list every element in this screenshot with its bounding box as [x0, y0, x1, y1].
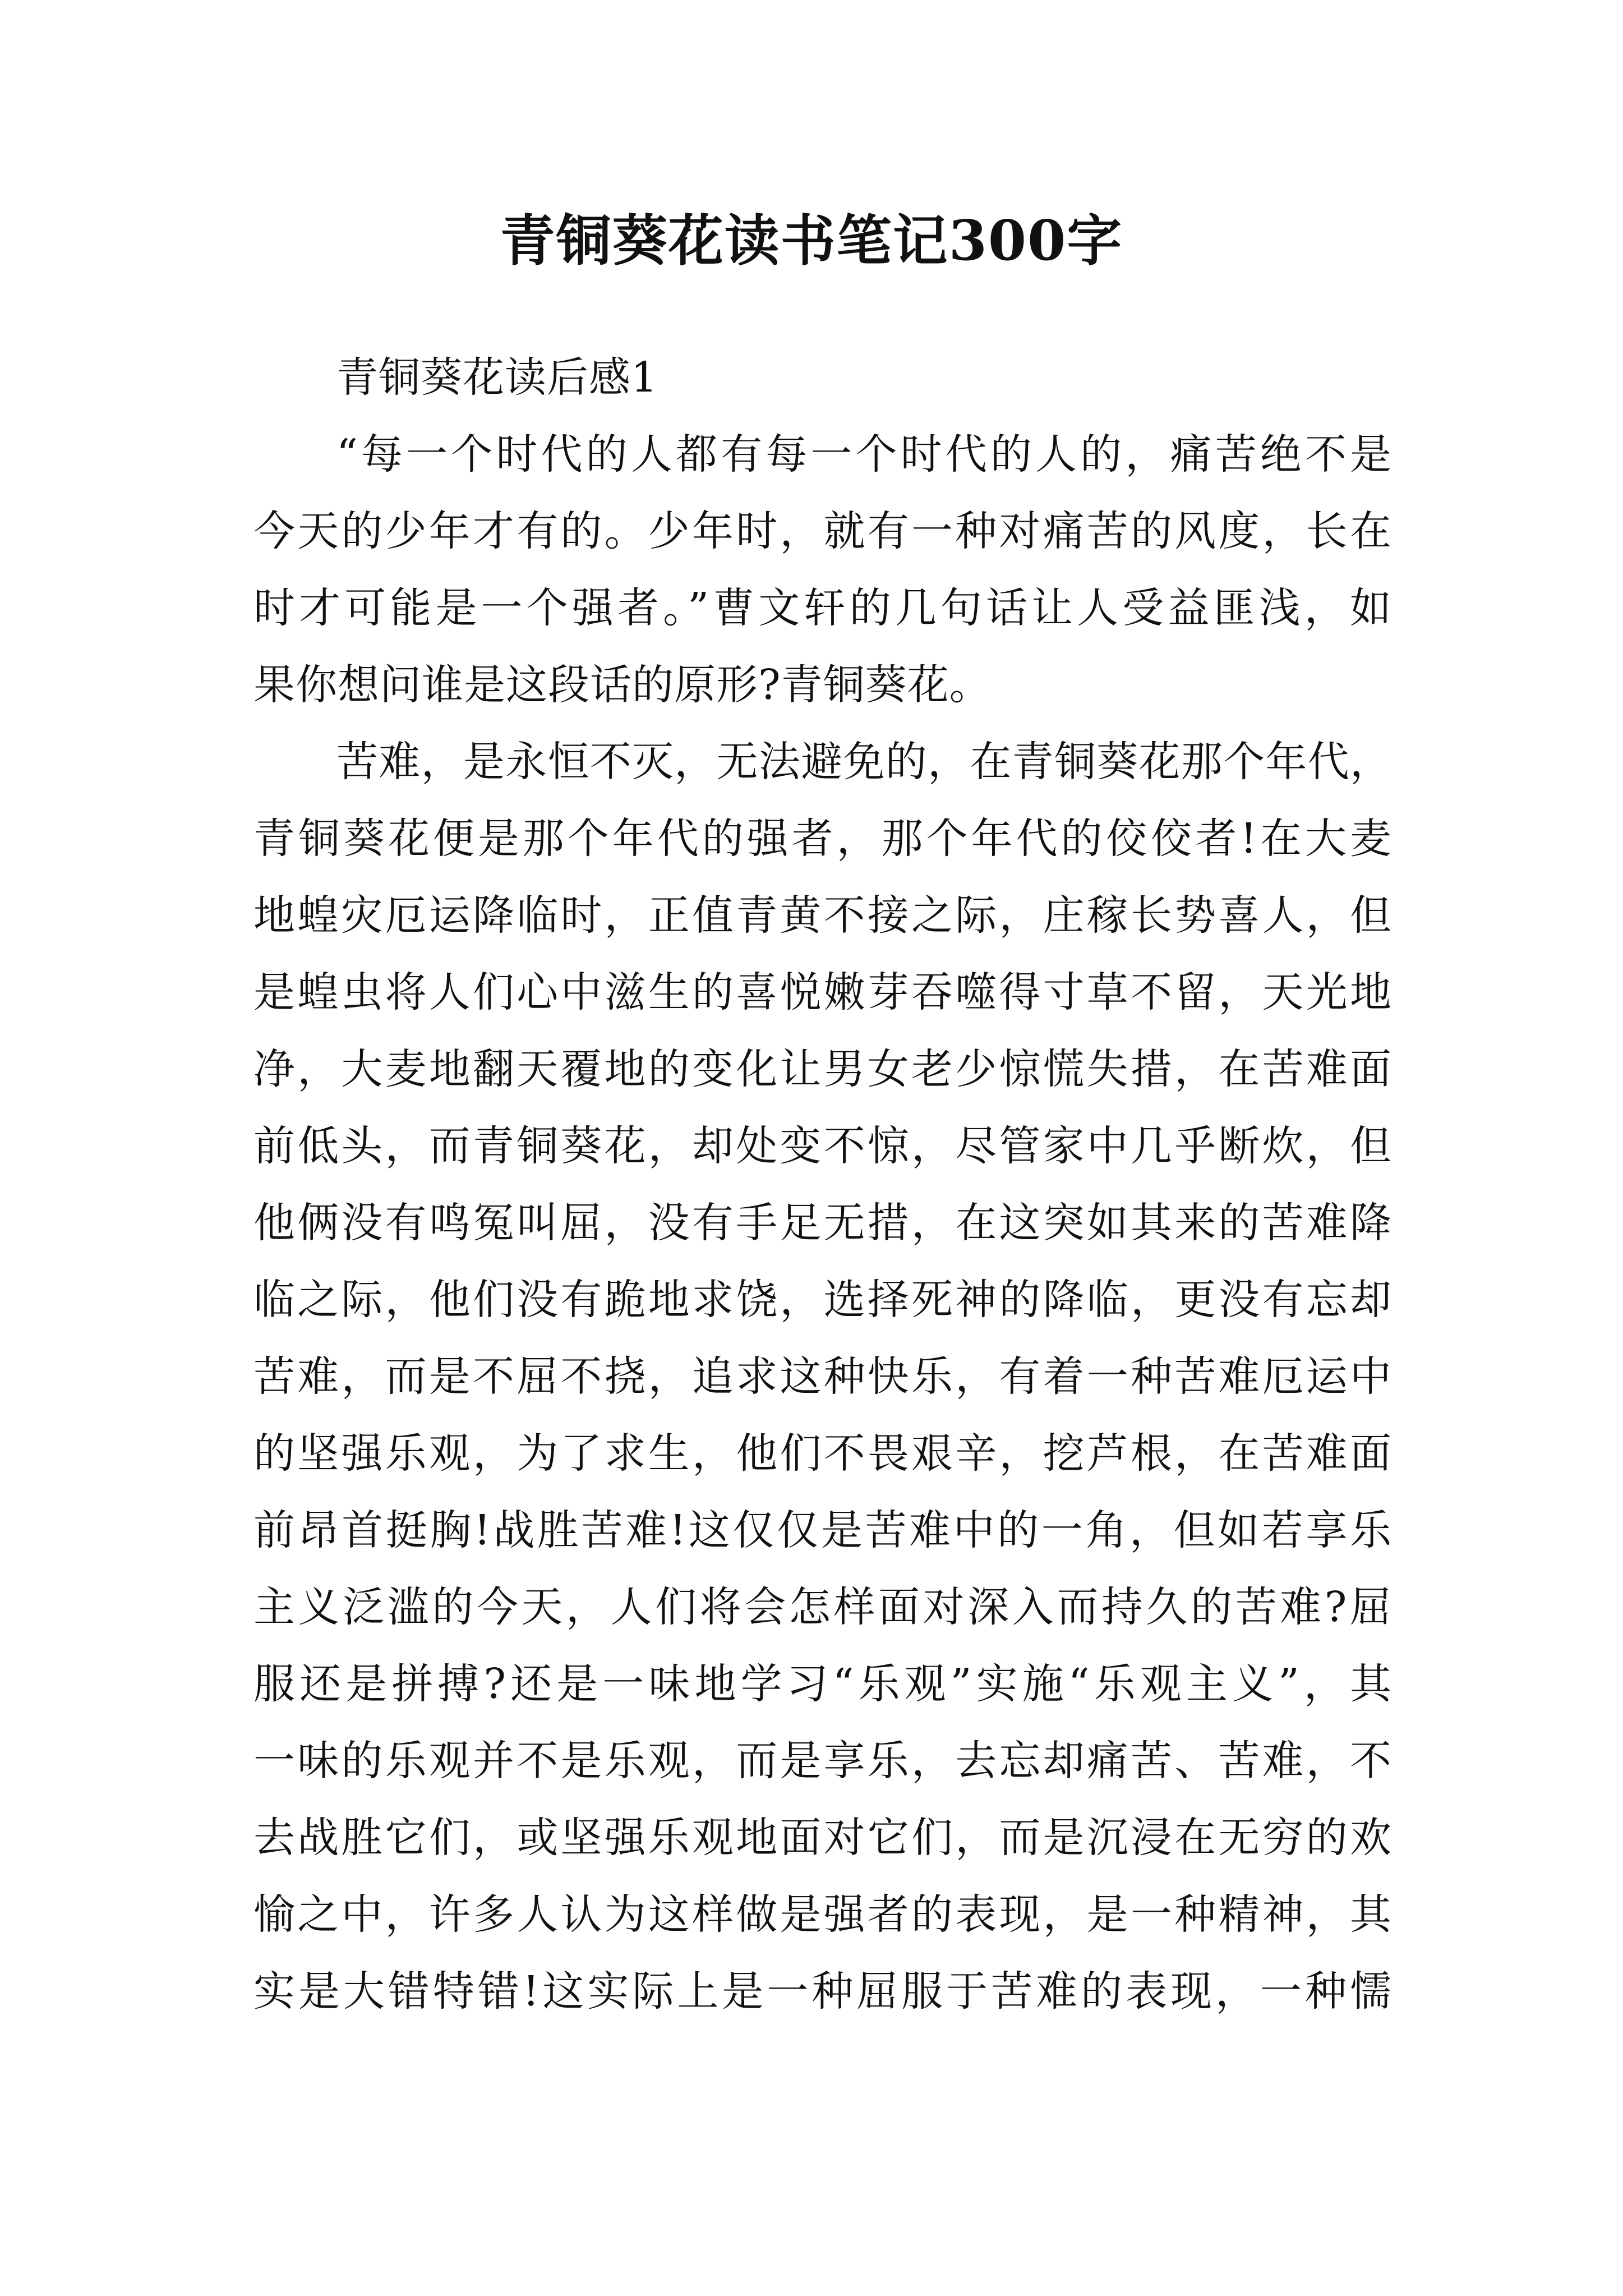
paragraph-line: “每一个时代的人都有每一个时代的人的，痛苦绝不是: [336, 430, 1392, 478]
paragraph-line: 净，大麦地翻天覆地的变化让男女老少惊慌失措，在苦难面: [253, 1045, 1392, 1093]
paragraph-line: 愉之中，许多人认为这样做是强者的表现，是一种精神，其: [253, 1890, 1392, 1939]
paragraph-line: 地蝗灾厄运降临时，正值青黄不接之际，庄稼长势喜人，但: [253, 891, 1392, 940]
paragraph-line: 的坚强乐观，为了求生，他们不畏艰辛，挖芦根，在苦难面: [253, 1429, 1392, 1478]
paragraph-1: [253, 416, 1392, 724]
paragraph-line: 时才可能是一个强者。”曹文轩的几句话让人受益匪浅，如: [253, 584, 1392, 632]
paragraph-line: 实是大错特错!这实际上是一种屈服于苦难的表现，一种懦: [253, 1967, 1392, 2016]
paragraph-line: 青铜葵花便是那个年代的强者，那个年代的佼佼者!在大麦: [253, 815, 1392, 863]
paragraph-line: 前昂首挺胸!战胜苦难!这仅仅是苦难中的一角，但如若享乐: [253, 1506, 1392, 1554]
paragraph-line: 前低头，而青铜葵花，却处变不惊，尽管家中几乎断炊，但: [253, 1122, 1392, 1170]
paragraph-line: 去战胜它们，或坚强乐观地面对它们，而是沉浸在无穷的欢: [253, 1814, 1392, 1862]
paragraph-line: 主义泛滥的今天，人们将会怎样面对深入而持久的苦难?屈: [253, 1583, 1392, 1631]
paragraph-line: 今天的少年才有的。少年时，就有一种对痛苦的风度，长在: [253, 507, 1392, 555]
document-title: 青铜葵花读书笔记300字: [500, 209, 1123, 273]
paragraph-line: 果你想问谁是这段话的原形?青铜葵花。: [253, 661, 992, 709]
paragraph-line: 他俩没有鸣冤叫屈，没有手足无措，在这突如其来的苦难降: [253, 1199, 1392, 1247]
paragraph-2: [253, 724, 1392, 2030]
paragraph-line: 是蝗虫将人们心中滋生的喜悦嫩芽吞噬得寸草不留，天光地: [253, 968, 1392, 1016]
section-heading: 青铜葵花读后感1: [336, 353, 658, 402]
paragraph-line: 临之际，他们没有跪地求饶，选择死神的降临，更没有忘却: [253, 1276, 1392, 1324]
document-body: [253, 339, 1392, 2030]
paragraph-line: 服还是拼搏?还是一味地学习“乐观”实施“乐观主义”，其: [253, 1660, 1392, 1708]
paragraph-line: 一味的乐观并不是乐观，而是享乐，去忘却痛苦、苦难，不: [253, 1737, 1392, 1785]
paragraph-line: 苦难，是永恒不灭，无法避免的，在青铜葵花那个年代，: [336, 738, 1392, 786]
paragraph-line: 苦难，而是不屈不挠，追求这种快乐，有着一种苦难厄运中: [253, 1352, 1392, 1401]
